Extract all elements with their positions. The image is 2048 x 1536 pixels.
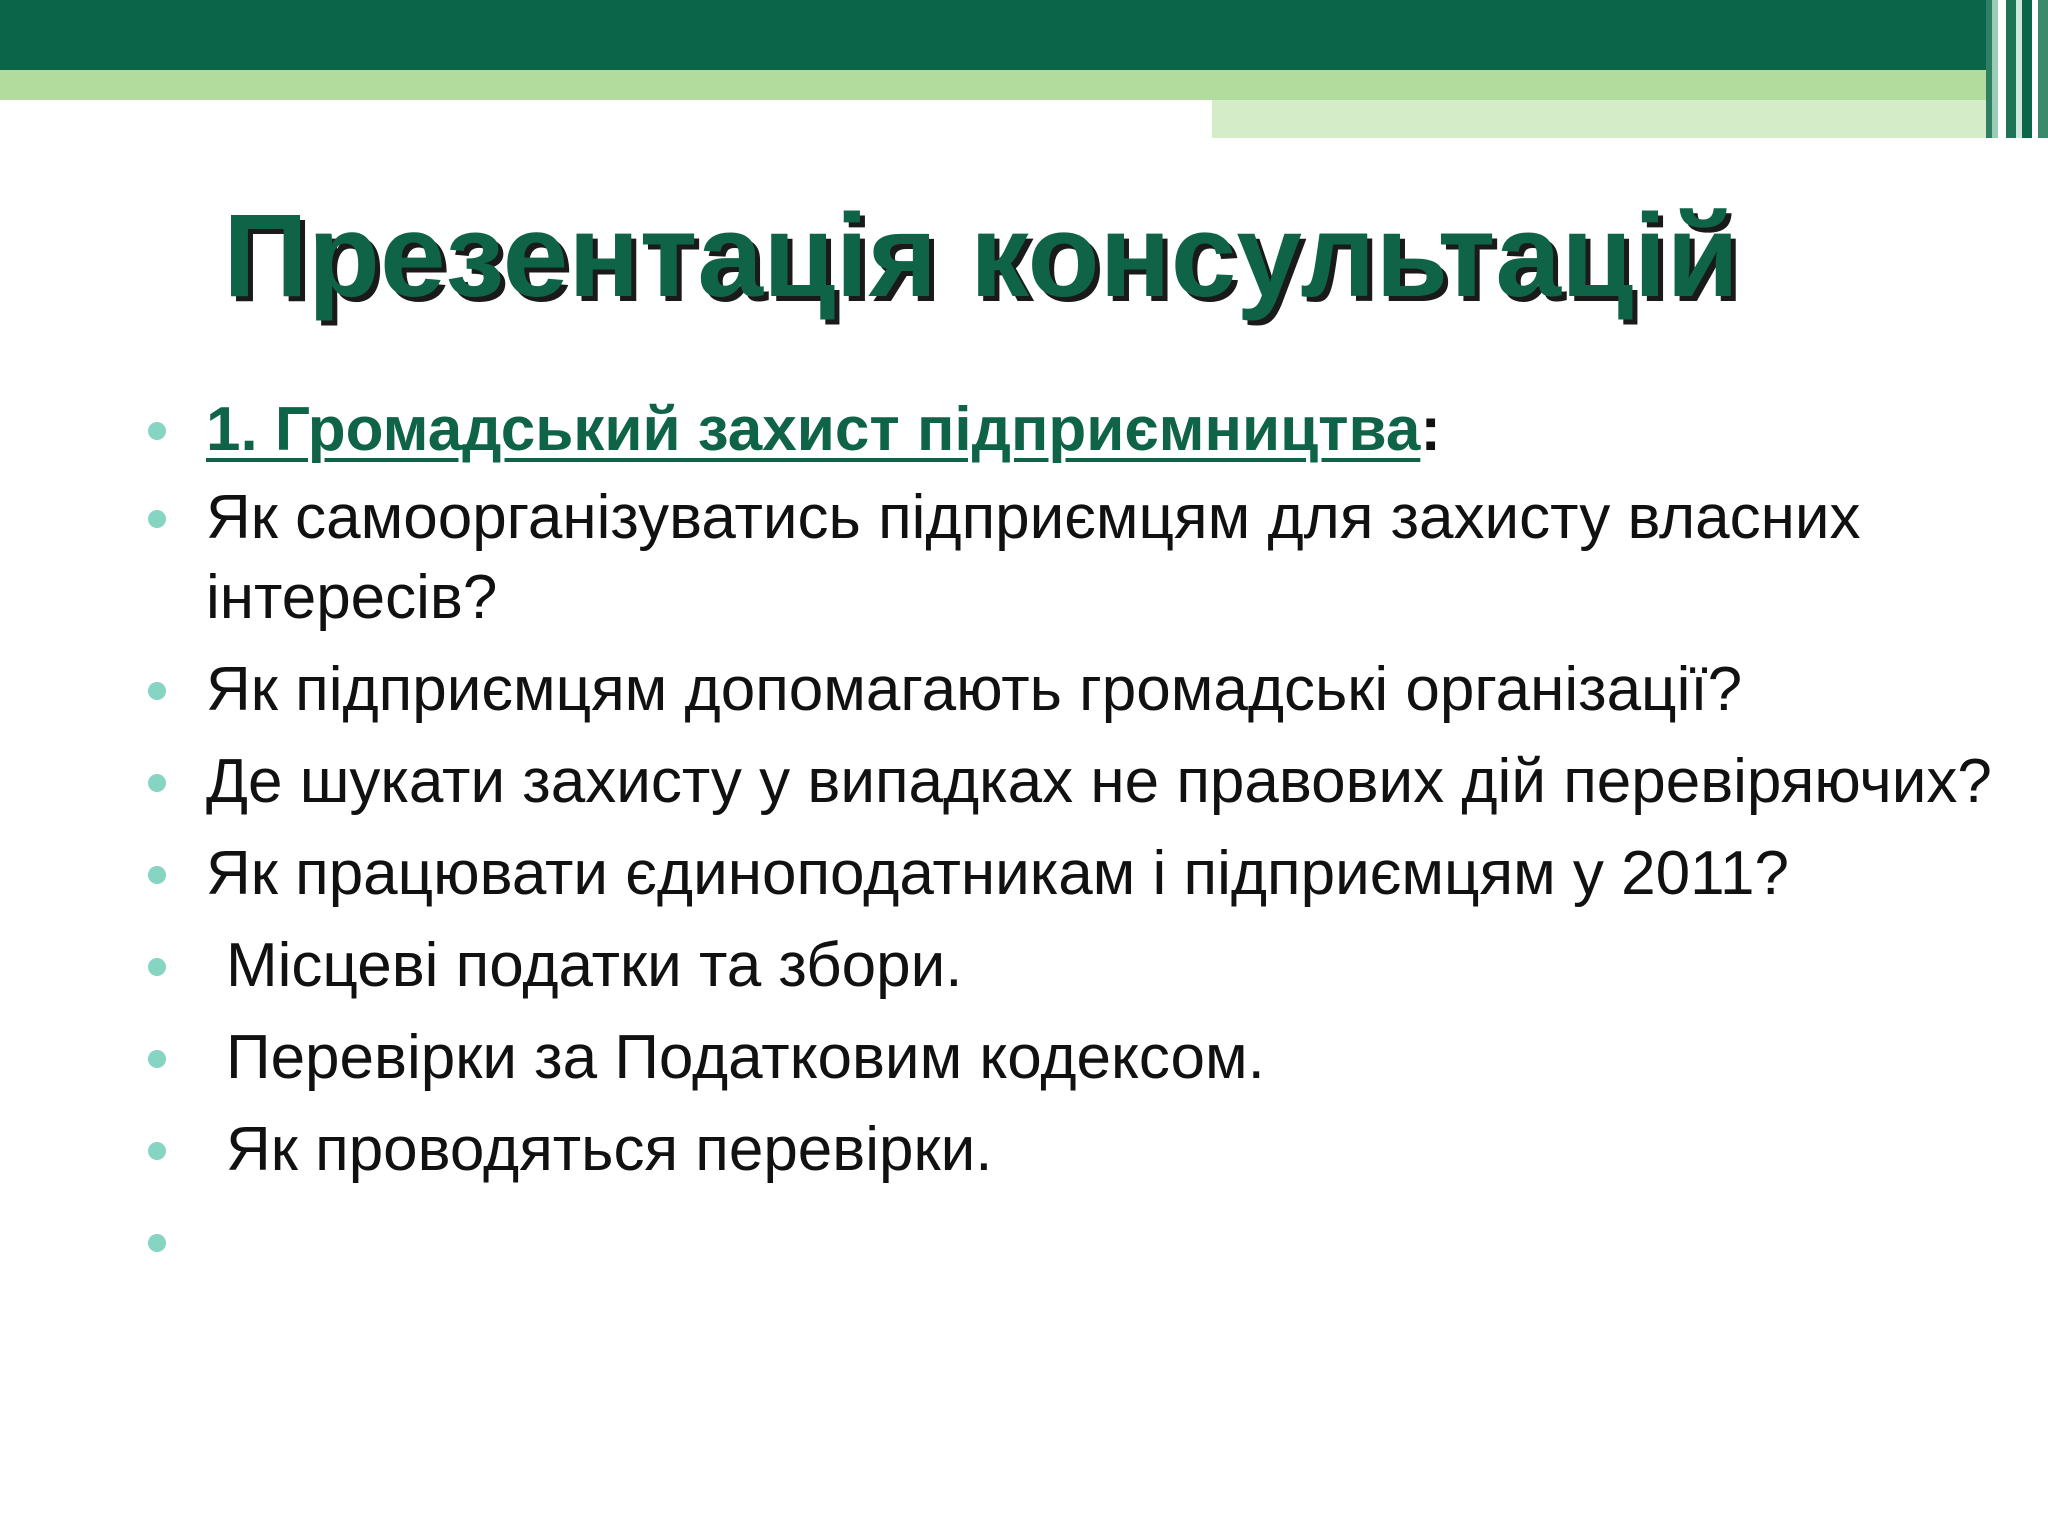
list-item — [148, 926, 2008, 1006]
list-item — [148, 834, 2008, 914]
list-item-text: Перевірки за Податковим кодексом. — [226, 1023, 1265, 1092]
heading-colon: : — [1420, 395, 1441, 464]
bullet-dot-icon — [148, 958, 166, 976]
header-band-dark — [0, 0, 2048, 70]
bullet-dot-icon — [148, 1050, 166, 1068]
bullet-dot-icon — [148, 1234, 166, 1252]
list-item-text: Як проводяться перевірки. — [226, 1115, 993, 1184]
bullet-dot-icon — [148, 510, 166, 528]
list-item — [148, 742, 2008, 822]
corner-stripes-decoration — [1986, 0, 2048, 138]
header-band-pale — [1212, 100, 2048, 138]
list-item-text: Як підприємцям допомагають громадські організації? — [206, 655, 1743, 724]
bullet-dot-icon — [148, 866, 166, 884]
bullet-dot-icon — [148, 774, 166, 792]
bullet-dot-icon — [148, 422, 166, 440]
list-item-text: Де шукати захисту у випадках не правових дій перевіряючих? — [206, 747, 1992, 816]
list-item — [148, 1110, 2008, 1190]
bullet-list — [148, 390, 2008, 1202]
heading-text: 1. Громадський захист підприємництва — [206, 395, 1421, 464]
header-band-light — [0, 70, 2048, 100]
bullet-dot-icon — [148, 682, 166, 700]
list-item-text: Як працювати єдиноподатникам і підприємцям у 2011? — [206, 839, 1789, 908]
list-item-text: Місцеві податки та збори. — [226, 931, 963, 1000]
list-item-heading — [148, 390, 2008, 470]
bullet-dot-icon — [148, 1142, 166, 1160]
slide-title: Презентація консультацій — [223, 190, 1739, 322]
list-item — [148, 650, 2008, 730]
list-item-text: Як самоорганізуватись підприємцям для захисту власних інтересів? — [206, 483, 1861, 632]
list-item — [148, 478, 2008, 638]
list-item — [148, 1018, 2008, 1098]
